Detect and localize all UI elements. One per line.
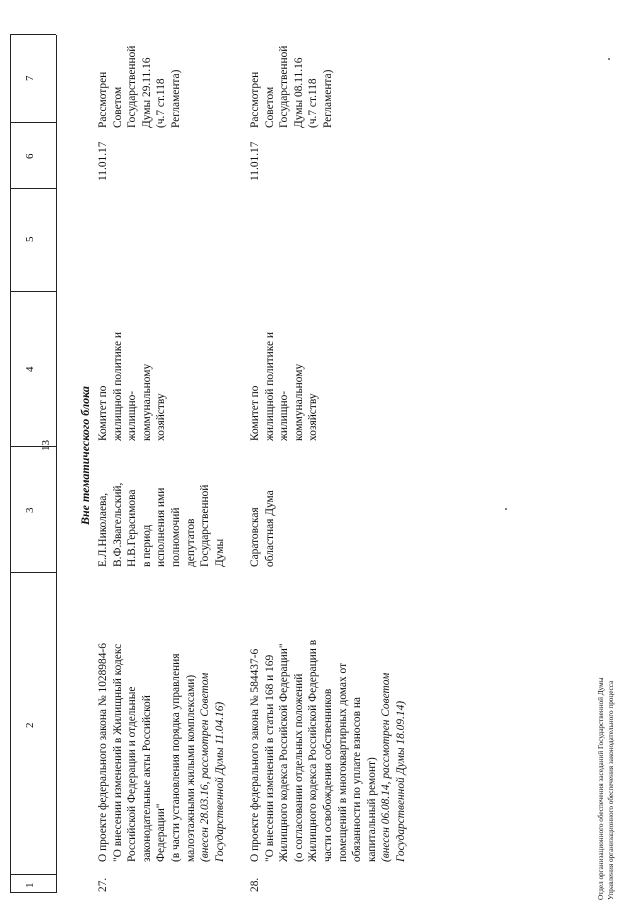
responsible-committee: Комитет по жилищной политике и жилищно- коммунальному хозяйству (97, 332, 168, 441)
header-top-rule (10, 35, 11, 893)
column-number: 4 (24, 366, 36, 372)
header-divider (10, 874, 56, 875)
column-number: 2 (24, 722, 36, 728)
column-number: 1 (24, 882, 36, 888)
header-divider (10, 34, 56, 35)
bill-initiators: Е.Л.Николаева, В.Ф.Звагельский, Н.В.Герасимова в период исполнения ими полномочий депутатов Государственной Думы (97, 482, 226, 567)
header-bottom-rule (56, 35, 57, 893)
header-divider (10, 122, 56, 123)
consideration-date: 11.01.17 (97, 141, 109, 181)
header-divider (10, 291, 56, 292)
scan-speck (505, 508, 507, 510)
row-number: 28. (249, 877, 261, 892)
header-divider (10, 188, 56, 189)
column-number: 7 (24, 75, 36, 81)
header-divider (10, 446, 56, 447)
bill-title: О проекте федерального закона № 1028984-6 "О внесении изменений в Жилищный кодекс Российской Федерации и отдельные законодательные акты Российской Федерации" (в части установления порядка управления малоэтажными жилыми комплексами) (внесен 28.03.16, рассмотрен Советом Государственной Думы 11.04.16) (97, 643, 226, 862)
column-number: 5 (24, 236, 36, 242)
bill-title: О проекте федерального закона № 584437-6 "О внесении изменений в статьи 168 и 169 Жилищного кодекса Российской Федерации" (о согласовании отдельных положений Жилищного кодекса Российской Федерации в части освобождения собственников помещений в многоквартирных домах от обязанности по уплате взносов на капитальный ремонт) (внесен 06.08.14, рассмотрен Советом Государственной Думы 18.09.14) (249, 639, 407, 862)
row-number: 27. (97, 877, 109, 892)
bill-initiators: Саратовская областная Дума (249, 490, 276, 567)
bill-note: Рассмотрен Советом Государственной Думы 29.11.16 (ч.7 ст.118 Регламента) (97, 45, 182, 128)
footer-line: Отдел организационного обеспечения заседаний Государственной Думы (597, 677, 605, 900)
footer-line: Управления организационного обеспечения законодательного процесса (607, 680, 615, 900)
consideration-date: 11.01.17 (249, 141, 261, 181)
column-number: 3 (24, 507, 36, 513)
responsible-committee: Комитет по жилищной политике и жилищно- коммунальному хозяйству (249, 332, 320, 441)
column-number: 6 (24, 153, 36, 159)
bill-note: Рассмотрен Советом Государственной Думы 08.11.16 (ч.7 ст.118 Регламента) (249, 45, 334, 128)
header-divider (10, 892, 56, 893)
header-divider (10, 572, 56, 573)
section-title: Вне тематического блока (78, 386, 92, 525)
scan-speck (608, 58, 610, 60)
